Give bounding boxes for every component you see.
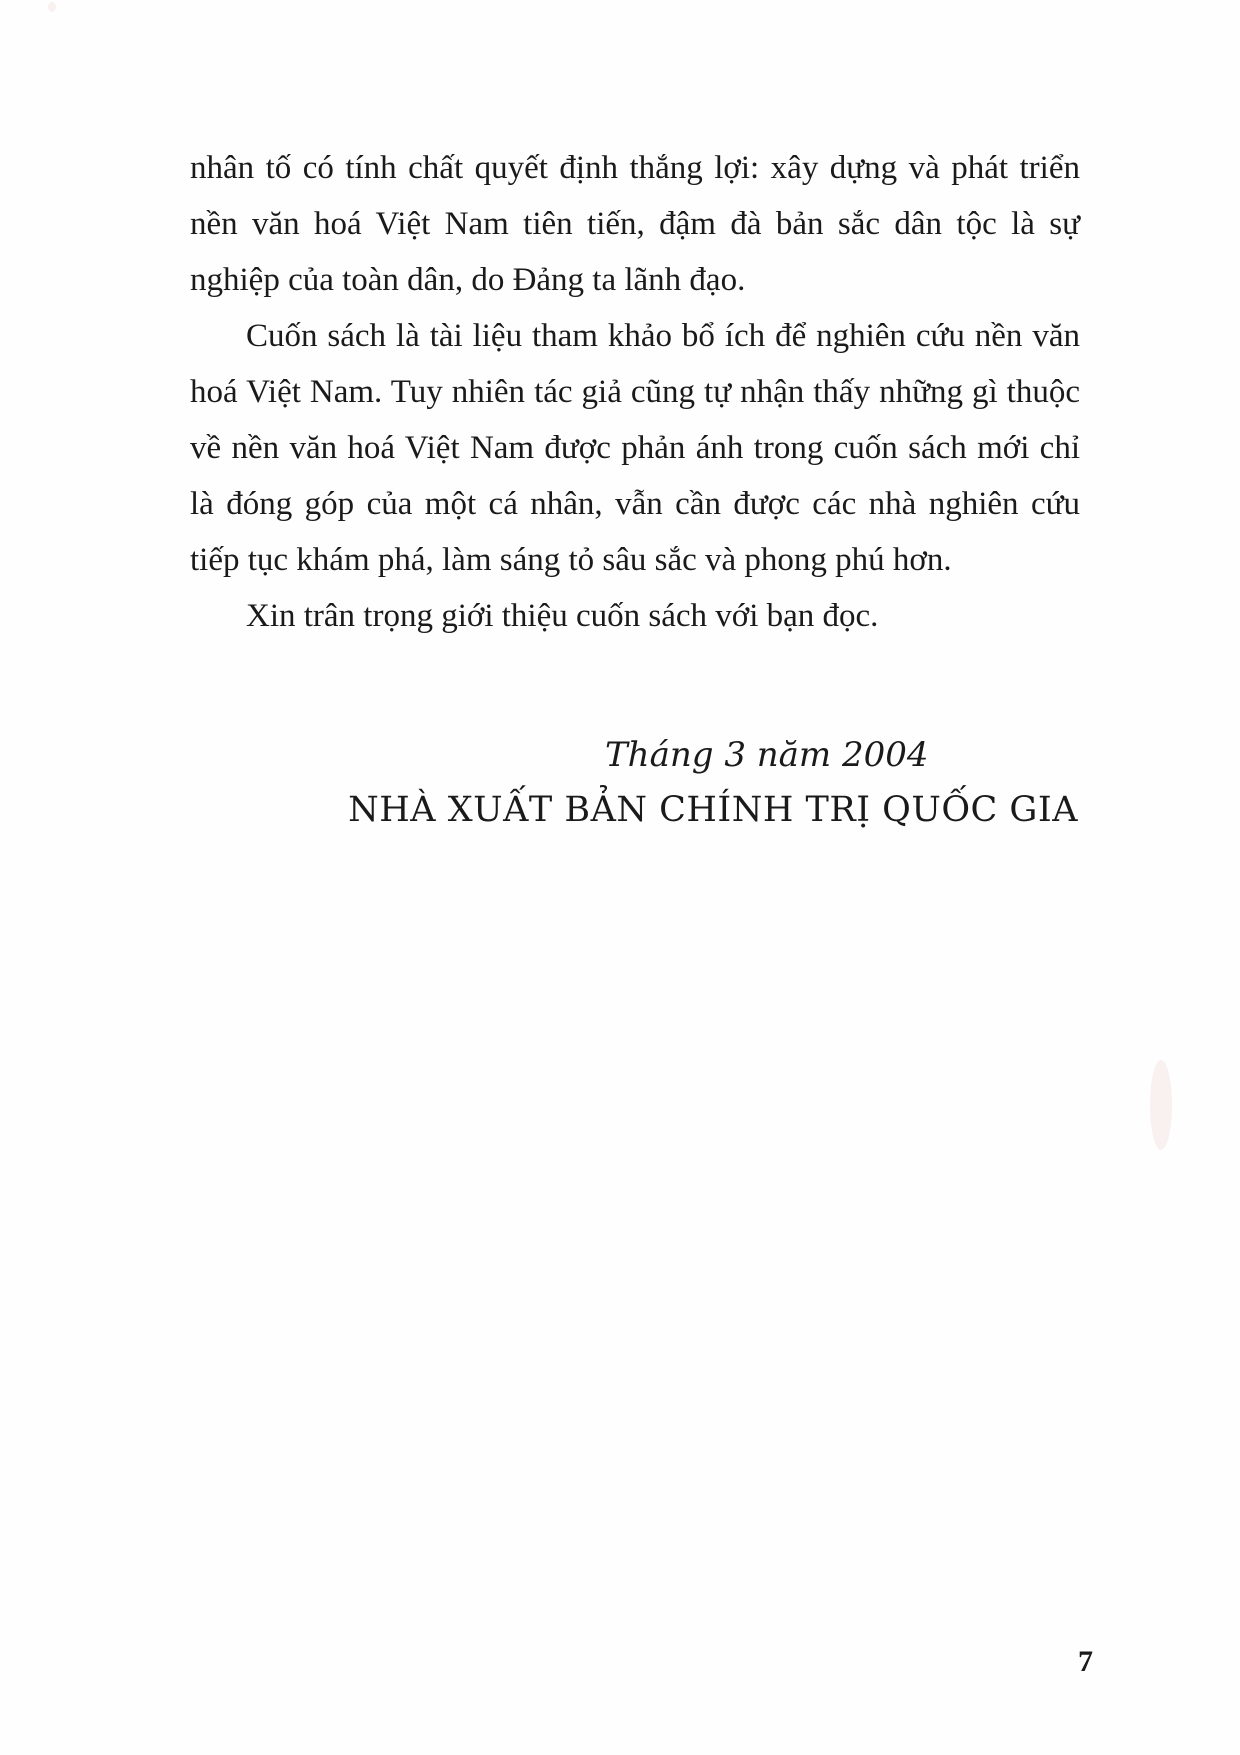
paragraph-3: Xin trân trọng giới thiệu cuốn sách với bạn đọc. (246, 598, 879, 634)
paragraph-1: nhân tố có tính chất quyết định thắng lợi: xây dựng và phát triển nền văn hoá Việt Nam tiên tiến, đậm đà bản sắc dân tộc là sự nghiệp của toàn dân, do Đảng ta lãnh đạo. (190, 150, 1080, 298)
scan-smudge (1150, 1060, 1172, 1150)
body-text (190, 140, 1080, 644)
paragraph-2: Cuốn sách là tài liệu tham khảo bổ ích để nghiên cứu nền văn hoá Việt Nam. Tuy nhiên tác giả cũng tự nhận thấy những gì thuộc về nền văn hoá Việt Nam được phản ánh trong cuốn sách mới chỉ là đóng góp của một cá nhân, vẫn cần được các nhà nghiên cứu tiếp tục khám phá, làm sáng tỏ sâu sắc và phong phú hơn. (190, 318, 1080, 578)
scan-speck (48, 2, 56, 12)
signature-publisher: NHÀ XUẤT BẢN CHÍNH TRỊ QUỐC GIA (348, 790, 1078, 830)
signature-date: Tháng 3 năm 2004 (605, 735, 929, 775)
page-number: 7 (1078, 1645, 1093, 1678)
